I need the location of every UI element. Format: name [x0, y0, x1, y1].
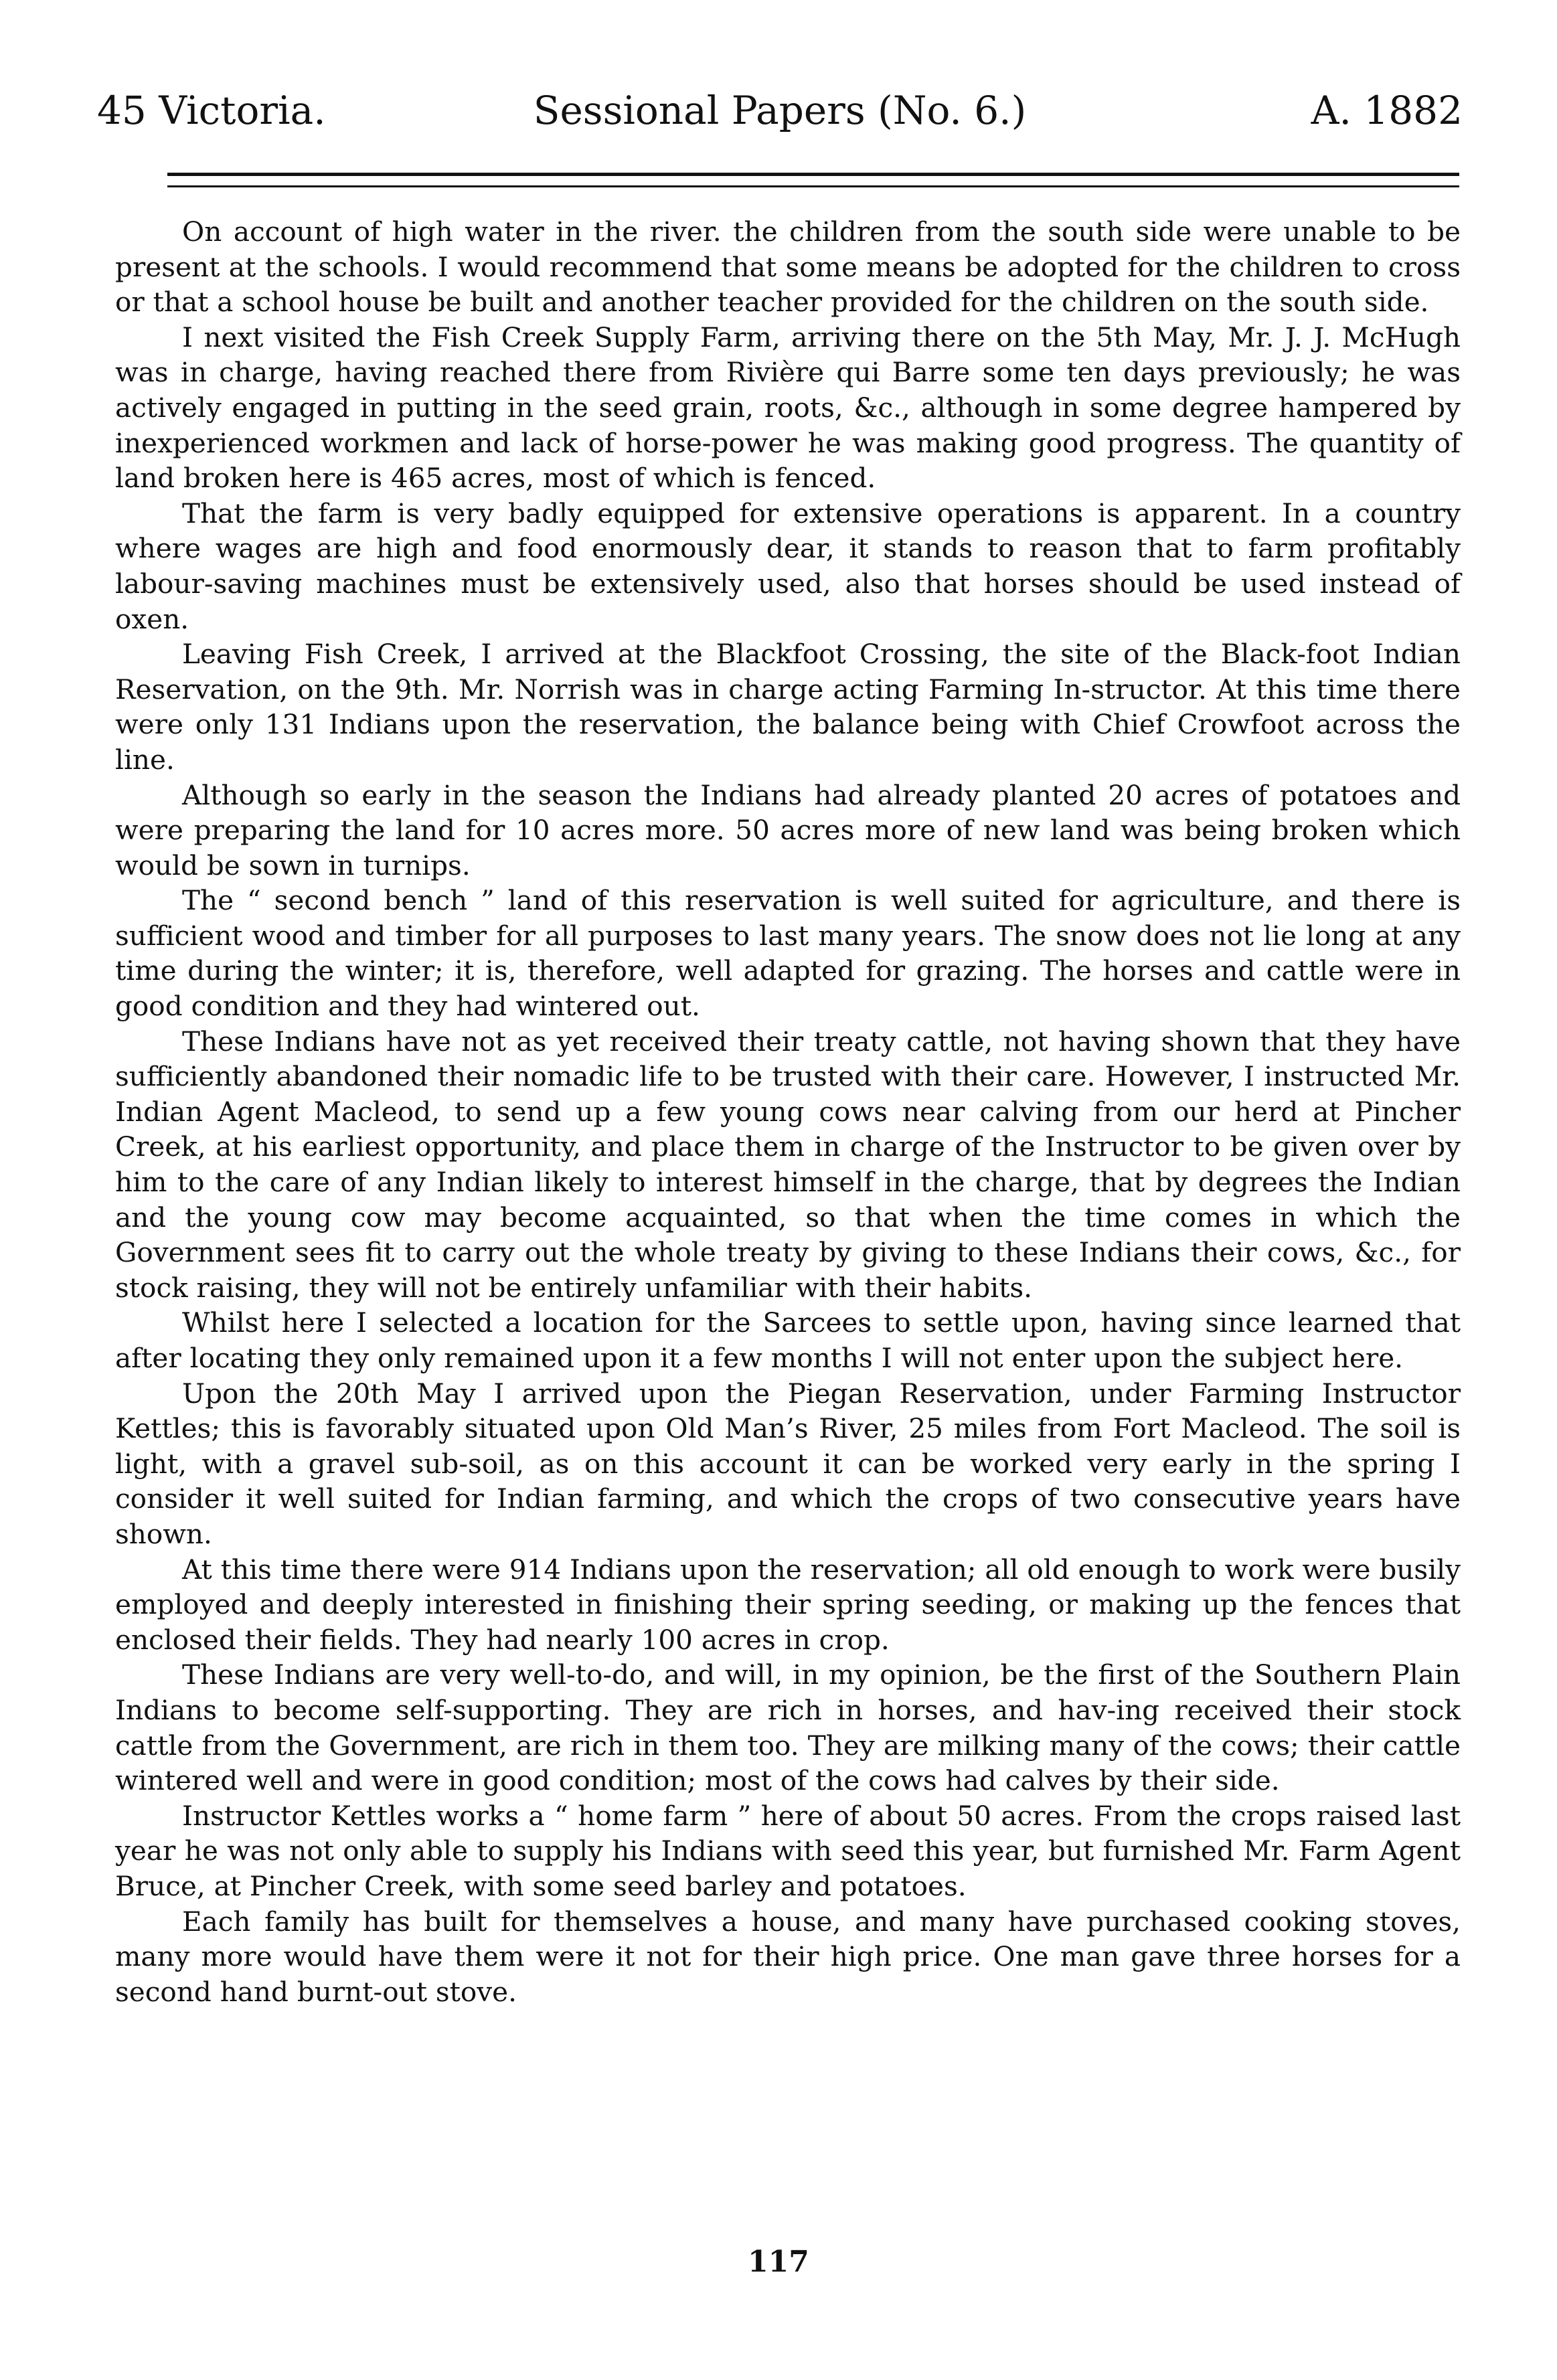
- paragraph: The “ second bench ” land of this reservation is well suited for agriculture, and there is sufficient wood and timber for all purposes to last many years. The snow does not lie long at any time during the winter; it is, therefore, well adapted for grazing. The horses and cattle were in good condition and they had wintered out.: [115, 884, 1461, 1023]
- header-series: A. 1882: [1311, 88, 1463, 133]
- paragraph: I next visited the Fish Creek Supply Farm, arriving there on the 5th May, Mr. J. J. McHugh was in charge, having reached there from Rivière qui Barre some ten days previously; he was actively engaged in putting in the seed grain, roots, &c., although in some degree hampered by inexperienced workmen and lack of horse-power he was making good progress. The quantity of land broken here is 465 acres, most of which is fenced.: [115, 321, 1461, 495]
- paragraph: Instructor Kettles works a “ home farm ” here of about 50 acres. From the crops raised last year he was not only able to supply his Indians with seed this year, but furnished Mr. Farm Agent Bruce, at Pincher Creek, with some seed barley and potatoes.: [115, 1799, 1461, 1902]
- paragraph: That the farm is very badly equipped for extensive operations is apparent. In a country where wages are high and food enormously dear, it stands to reason that to farm profitably labour-saving machines must be extensively used, also that horses should be used instead of oxen.: [115, 497, 1461, 635]
- header-title: Sessional Papers (No. 6.): [533, 88, 1027, 133]
- paragraph: At this time there were 914 Indians upon the reservation; all old enough to work were busily employed and deeply interested in finishing their spring seeding, or making up the fences that enclosed their fields. They had nearly 100 acres in crop.: [115, 1553, 1461, 1656]
- paragraph: Although so early in the season the Indians had already planted 20 acres of potatoes and were preparing the land for 10 acres more. 50 acres more of new land was being broken which would be sown in turnips.: [115, 778, 1461, 881]
- header-volume: 45 Victoria.: [97, 88, 326, 133]
- paragraph: These Indians have not as yet received their treaty cattle, not having shown that they have sufficiently abandoned their nomadic life to be trusted with their care. However, I instructed Mr. Indian Agent Macleod, to send up a few young cows near calving from our herd at Pincher Creek, at his earliest opportunity, and place them in charge of the Instructor to be given over by him to the care of any Indian likely to interest himself in the charge, that by degrees the Indian and the young cow may become acquainted, so that when the time comes in which the Government sees fit to carry out the whole treaty by giving to these Indians their cows, &c., for stock raising, they will not be entirely unfamiliar with their habits.: [115, 1025, 1461, 1304]
- header-rule-thick: [167, 173, 1459, 176]
- page-number: 117: [748, 2245, 809, 2279]
- paragraph: Whilst here I selected a location for the Sarcees to settle upon, having since learned that after locating they only remained upon it a few months I will not enter upon the subject here.: [115, 1306, 1461, 1374]
- paragraph: On account of high water in the river. the children from the south side were unable to be present at the schools. I would recommend that some means be adopted for the children to cross or that a school house be built and another teacher provided for the children on the south side.: [115, 216, 1461, 319]
- report-body: [115, 214, 1461, 2009]
- paragraph: These Indians are very well-to-do, and will, in my opinion, be the first of the Southern Plain Indians to become self-supporting. They are rich in horses, and hav-ing received their stock cattle from the Government, are rich in them too. They are milking many of the cows; their cattle wintered well and were in good condition; most of the cows had calves by their side.: [115, 1659, 1461, 1797]
- paragraph: Each family has built for themselves a house, and many have purchased cooking stoves, many more would have them were it not for their high price. One man gave three horses for a second hand burnt-out stove.: [115, 1905, 1461, 2008]
- paragraph: Leaving Fish Creek, I arrived at the Blackfoot Crossing, the site of the Black-foot Indian Reservation, on the 9th. Mr. Norrish was in charge acting Farming In-structor. At this time there were only 131 Indians upon the reservation, the balance being with Chief Crowfoot across the line.: [115, 638, 1461, 776]
- header-rule-thin: [167, 185, 1459, 187]
- paragraph: Upon the 20th May I arrived upon the Piegan Reservation, under Farming Instructor Kettles; this is favorably situated upon Old Man’s River, 25 miles from Fort Macleod. The soil is light, with a gravel sub-soil, as on this account it can be worked very early in the spring I consider it well suited for Indian farming, and which the crops of two consecutive years have shown.: [115, 1377, 1461, 1550]
- running-header: [97, 80, 1463, 141]
